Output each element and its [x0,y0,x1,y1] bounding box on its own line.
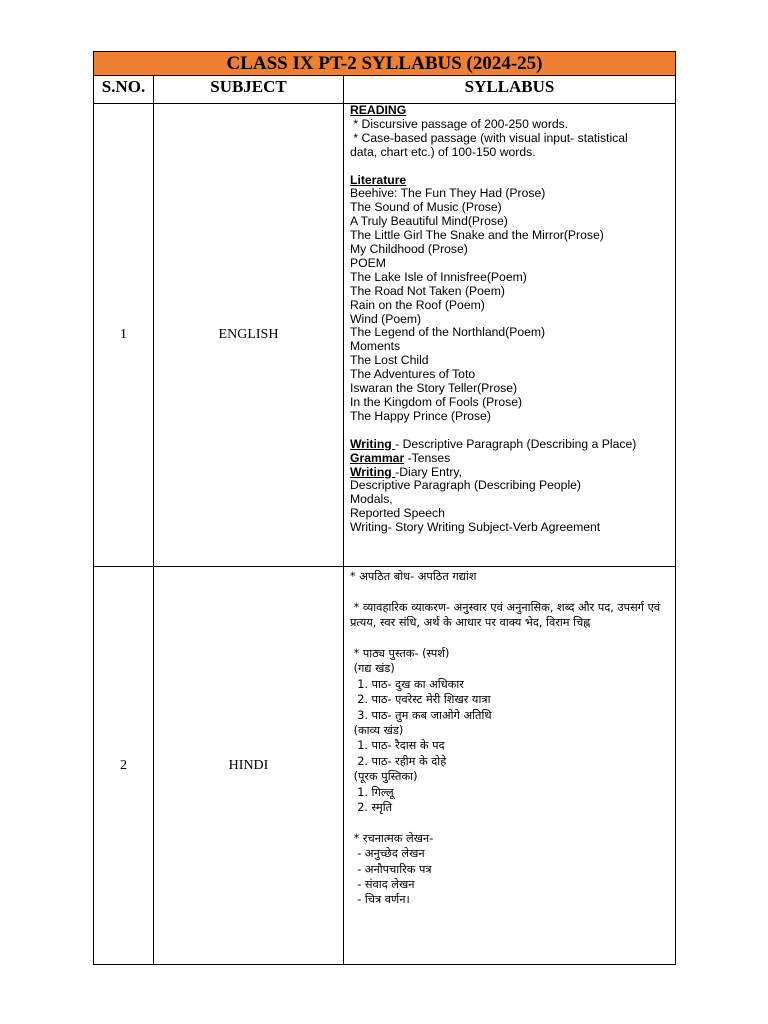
hindi-item: 2. पाठ- रहीम के दोहे [350,754,447,768]
writing-text-2: -Diary Entry, [395,464,462,479]
hindi-item: * पाठ्य पुस्तक- (स्पर्श) [350,647,450,660]
hindi-item: - अनुच्छेद लेखन [350,847,425,861]
literature-item: Beehive: The Fun They Had (Prose) [350,186,546,201]
hindi-item: * रचनात्मक लेखन- [350,831,434,845]
literature-item: My Childhood (Prose) [350,242,468,257]
hindi-item: - संवाद लेखन [350,878,415,892]
hindi-item: - अनौपचारिक पत्र [350,862,432,876]
table-row-hindi [94,567,676,965]
literature-item: Rain on the Roof (Poem) [350,297,485,312]
hindi-item: (काव्य खंड) [350,724,404,738]
extra-list [350,479,673,535]
hindi-syllabus [344,567,676,965]
hindi-item: (गद्य खंड) [350,662,395,676]
header-syllabus: SYLLABUS [344,76,676,104]
literature-item: Moments [350,339,401,354]
table-row-english [94,104,676,567]
literature-item: The Adventures of Toto [350,367,476,382]
writing-label-2: Writing [350,464,396,479]
literature-item: POEM [350,255,386,270]
hindi-list [350,569,673,908]
grammar-text: -Tenses [404,450,451,465]
reading-item: * Discursive passage of 200-250 words. [350,116,569,131]
literature-item: Wind (Poem) [350,311,422,326]
english-syllabus [344,104,676,567]
hindi-item: 3. पाठ- तुम कब जाओगे अतिथि [350,708,492,722]
grammar-label: Grammar [350,450,405,465]
hindi-item: 1. पाठ- रैदास के पद [350,739,445,753]
header-sno: S.NO. [94,76,154,104]
subject-cell: HINDI [154,567,344,965]
literature-item: The Happy Prince (Prose) [350,408,491,423]
reading-item: data, chart etc.) of 100-150 words. [350,144,536,159]
writing-label: Writing [350,436,396,451]
literature-heading: Literature [350,172,407,187]
literature-item: The Sound of Music (Prose) [350,200,502,215]
literature-item: The Lost Child [350,353,429,368]
literature-item: In the Kingdom of Fools (Prose) [350,395,523,410]
hindi-item [350,584,673,599]
subject-cell: ENGLISH [154,104,344,567]
hindi-item [350,815,673,830]
literature-item: Iswaran the Story Teller(Prose) [350,381,518,396]
hindi-item: (पूरक पुस्तिका) [350,770,418,784]
writing-text: - Descriptive Paragraph (Describing a Place) [395,436,637,451]
reading-item: * Case-based passage (with visual input- statistical [350,130,628,145]
title-row [94,52,676,76]
hindi-item: 1. गिल्लू [350,785,394,799]
syllabus-item: Writing- Story Writing Subject-Verb Agreement [350,520,601,535]
writing-line-1 [350,438,673,452]
writing-line-2 [350,466,673,480]
literature-item: The Little Girl The Snake and the Mirror(Prose) [350,228,604,243]
hindi-item: 2. पाठ- एवरेस्ट मेरी शिखर यात्रा [350,693,491,707]
header-subject: SUBJECT [154,76,344,104]
sno-cell: 2 [94,567,154,965]
literature-item: The Road Not Taken (Poem) [350,283,505,298]
hindi-item: * व्यावहारिक व्याकरण- अनुस्वार एवं अनुनासिक, शब्द और पद, उपसर्ग एवं प्रत्यय, स्वर संधि, अर्थ के आधार पर वाक्य भेद, विराम चिह्न [350,600,664,630]
header-row [94,76,676,104]
syllabus-item: Reported Speech [350,506,445,521]
syllabus-item: Modals, [350,492,393,507]
reading-heading: READING [350,103,407,117]
hindi-item [350,631,673,646]
hindi-item: * अपठित बोध- अपठित गद्यांश [350,570,477,583]
literature-item: The Legend of the Northland(Poem) [350,325,546,340]
hindi-item: - चित्र वर्णन। [350,893,410,907]
syllabus-item: Descriptive Paragraph (Describing People) [350,478,581,493]
hindi-item: 1. पाठ- दुख का अधिकार [350,677,464,691]
literature-item: A Truly Beautiful Mind(Prose) [350,214,508,229]
grammar-line [350,452,673,466]
table-title: CLASS IX PT-2 SYLLABUS (2024-25) [94,52,676,76]
sno-cell: 1 [94,104,154,567]
literature-list [350,187,673,423]
syllabus-table [93,51,676,965]
literature-item: The Lake Isle of Innisfree(Poem) [350,269,527,284]
reading-list [350,118,673,160]
hindi-item: 2. स्मृति [350,801,393,815]
